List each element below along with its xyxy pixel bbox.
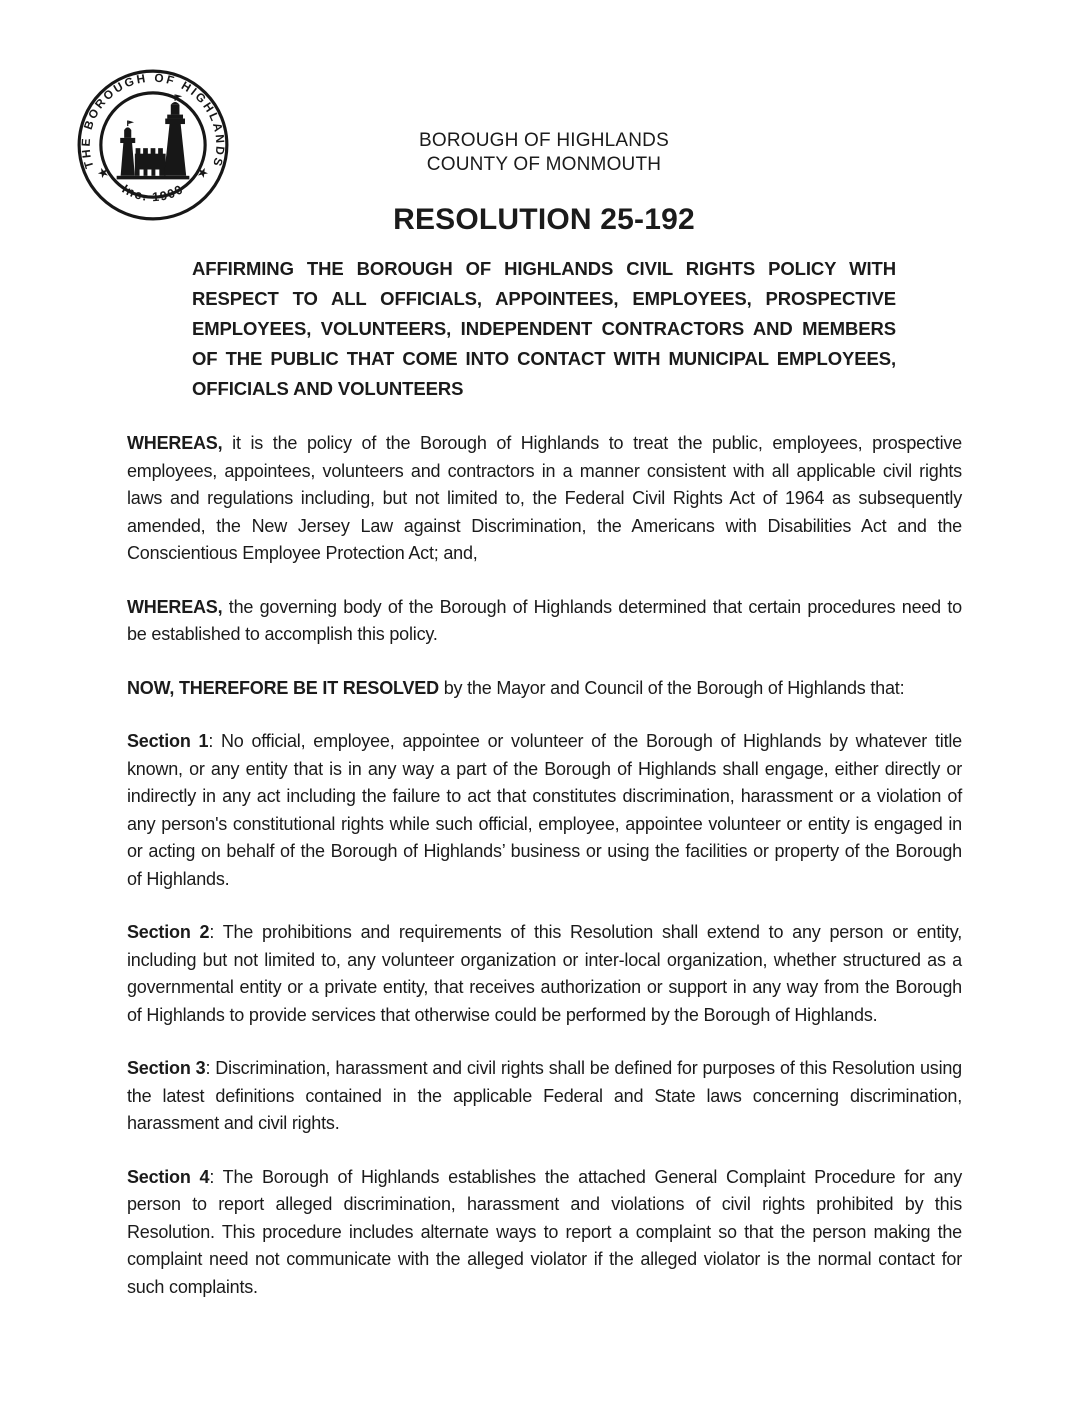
seal-inner-ring bbox=[101, 93, 205, 197]
paragraph-text: : Discrimination, harassment and civil rights shall be defined for purposes of this Resolution using the latest definitions contained in the applicable Federal and State laws concerning discrimination, harassment and civil rights. bbox=[127, 1058, 962, 1133]
whereas-paragraph-1 bbox=[127, 430, 962, 568]
paragraph-lead: NOW, THEREFORE BE IT RESOLVED bbox=[127, 677, 439, 698]
twin-lights-icon bbox=[117, 94, 190, 179]
section-1-paragraph bbox=[127, 728, 962, 893]
paragraph-text: the governing body of the Borough of Highlands determined that certain procedures need to be established to accomplish this policy. bbox=[127, 596, 962, 644]
paragraph-lead: WHEREAS, bbox=[127, 433, 223, 453]
whereas-paragraph-2 bbox=[127, 594, 962, 649]
seal-ring-text-top: THE BOROUGH OF HIGHLANDS bbox=[78, 70, 228, 171]
paragraph-text: : The Borough of Highlands establishes the attached General Complaint Procedure for any person to report alleged discrimination, harassment and violations of civil rights prohibited by this Resolution. This procedure includes alternate ways to report a complaint so that the person making the complaint need not communicate with the alleged violator if the alleged violator is the normal contact for such complaints. bbox=[127, 1166, 962, 1297]
paragraph-lead: Section 3 bbox=[127, 1058, 206, 1078]
paragraph-lead: Section 1 bbox=[127, 731, 209, 751]
paragraph-lead: Section 2 bbox=[127, 922, 210, 942]
paragraph-text: by the Mayor and Council of the Borough of Highlands that: bbox=[438, 677, 905, 698]
resolution-title: RESOLUTION 25-192 bbox=[393, 203, 695, 236]
paragraph-lead: Section 4 bbox=[127, 1166, 210, 1187]
borough-seal-svg bbox=[74, 66, 232, 224]
section-4-paragraph bbox=[127, 1164, 962, 1302]
seal-ring-text-bottom: Inc. 1900 bbox=[119, 181, 187, 205]
section-3-paragraph bbox=[127, 1055, 962, 1138]
header-borough-line: BOROUGH OF HIGHLANDS bbox=[419, 130, 669, 151]
resolution-subject: AFFIRMING THE BOROUGH OF HIGHLANDS CIVIL RIGHTS POLICY WITH RESPECT TO ALL OFFICIALS, APPOINTEES, EMPLOYEES, PROSPECTIVE EMPLOYEES, VOLUNTEERS, INDEPENDENT CONTRACTORS AND MEMBERS OF THE PUBLIC THAT COME INTO CONTACT WITH MUNICIPAL EMPLOYEES, OFFICIALS AND VOLUNTEERS bbox=[192, 258, 896, 399]
header-county-line: COUNTY OF MONMOUTH bbox=[426, 154, 662, 175]
section-2-paragraph bbox=[127, 919, 962, 1029]
paragraph-text: it is the policy of the Borough of Highlands to treat the public, employees, prospective employees, appointees, volunteers and contractors in a manner consistent with all applicable civil rights laws and regulations including, but not limited to, the Federal Civil Rights Act of 1964 as subsequently amended, the New Jersey Law against Discrimination, the Americans with Disabilities Act and the Conscientious Employee Protection Act; and, bbox=[127, 433, 962, 563]
seal-left-star-icon: ★ bbox=[94, 163, 112, 182]
borough-seal bbox=[74, 66, 232, 224]
resolution-body bbox=[127, 430, 962, 1301]
paragraph-lead: WHEREAS, bbox=[127, 596, 223, 617]
resolved-clause bbox=[127, 675, 962, 703]
paragraph-text: : The prohibitions and requirements of this Resolution shall extend to any person or entity, including but not limited to, any volunteer organization or inter-local organization, whether structured as a governmental entity or a private entity, that receives authorization or support in any way from the Borough of Highlands to provide services that otherwise could be performed by the Borough of Highlands. bbox=[127, 922, 962, 1025]
paragraph-text: : No official, employee, appointee or volunteer of the Borough of Highlands by whatever title known, or any entity that is in any way a part of the Borough of Highlands shall engage, either directly or indirectly in any act including the failure to act that constitutes discrimination, harassment or a violation of any person's constitutional rights while such official, employee, appointee volunteer or entity is engaged in or acting on behalf of the Borough of Highlands’ business or using the facilities or property of the Borough of Highlands. bbox=[127, 731, 962, 889]
seal-right-star-icon: ★ bbox=[194, 163, 212, 182]
